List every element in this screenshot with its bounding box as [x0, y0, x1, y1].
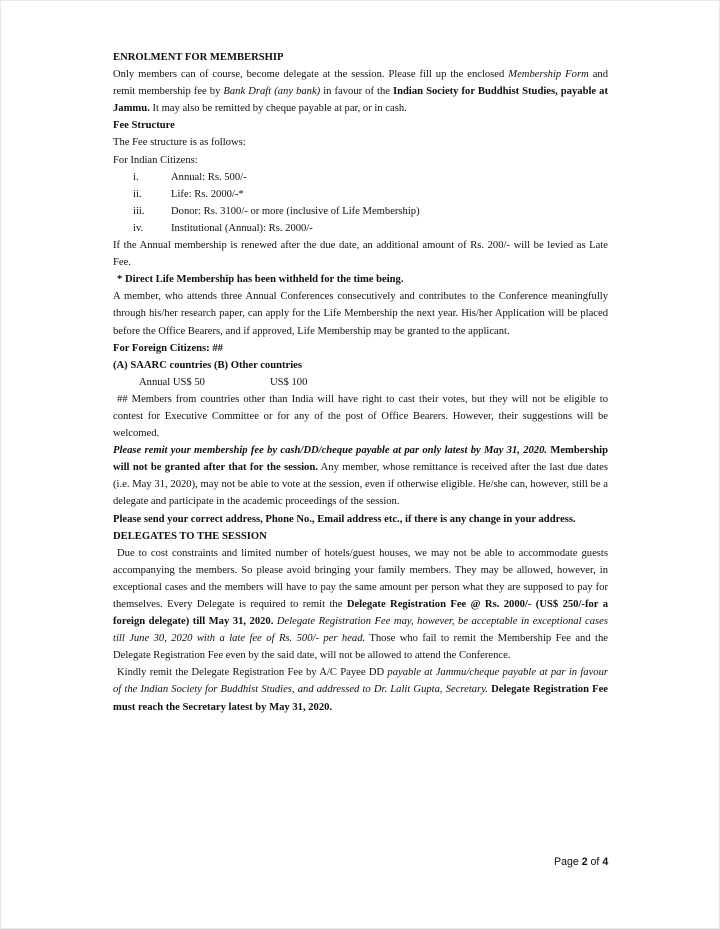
list-number: i. [133, 171, 139, 183]
heading-membership: ENROLMENT FOR MEMBERSHIP [113, 52, 284, 63]
remit-text-1: Please remit your membership fee by cash/DD/cheque payable at par only latest by May 31, 2020. [113, 445, 548, 457]
life-membership-note: * Direct Life Membership has been withheld for the time being. [117, 274, 404, 286]
heading-delegates: DELEGATES TO THE SESSION [113, 530, 267, 542]
foreign-note: ## Members from countries other than India will have right to cast their votes, but they will not be eligible to contest for Executive Committee or for any of the post of Office Bearers. However, their suggestions will be welcomed. [113, 393, 608, 440]
intro-text-1: Only members can of course, become delegate at the session. Please fill up the enclosed [113, 69, 509, 81]
list-number: iv. [133, 222, 144, 234]
life-membership-paragraph: A member, who attends three Annual Conferences consecutively and contributes to the Conference meaningfully through his/her research paper, can apply for the Life Membership the next year. His/her Application will be placed before the Office Bearers, and if approved, Life Membership may be granted to the applicant. [113, 291, 608, 337]
foreign-val-a: Annual US$ 50 [139, 376, 205, 388]
intro-text-2: Membership Form [508, 69, 589, 81]
foreign-values [113, 374, 608, 391]
intro-text-4: Bank Draft (any bank) [223, 86, 321, 98]
page-number [554, 856, 608, 868]
foreign-columns [113, 357, 608, 374]
delegates-text-1: Due to cost constraints and limited number of hotels/guest houses, we may not be able to accommodate guests accompanying the members. So please avoid bringing your family members. They may be allowed, however, in exceptional cases and the members will have to pay the same amount per person what they are supposed to pay for themselves. Every Delegate is required to remit the [113, 547, 608, 610]
list-number: ii. [133, 188, 142, 200]
remit-text-3: Any member, whose remittance is received after the last due dates (i.e. May 31, 2020), may not be able to vote at the session, even if otherwise eligible. He/she can, however, still be a delegate and participate in the academic proceedings of the session. [113, 462, 608, 508]
kindly-text-3: Delegate Registration Fee must reach the Secretary latest by May 31, 2020. [113, 684, 609, 713]
list-item [113, 169, 608, 186]
list-text: Annual: Rs. 500/- [171, 171, 247, 183]
list-item [113, 203, 608, 220]
remit-paragraph [113, 442, 608, 510]
foreign-label: For Foreign Citizens: ## [113, 342, 223, 354]
list-text: Life: Rs. 2000/-* [171, 188, 244, 200]
page-of: of [587, 856, 603, 868]
fee-intro: The Fee structure is as follows: [113, 137, 246, 149]
page-current: 2 [581, 856, 588, 868]
fee-heading: Fee Structure [113, 120, 175, 132]
intro-text-6: Indian Society for Buddhist Studies, payable at Jammu. [113, 86, 608, 115]
foreign-col-a: (A) SAARC countries [113, 359, 212, 371]
kindly-text-2: payable at Jammu/cheque payable at par in favour of the Indian Society for Buddhist Studies, and addressed to Dr. Lalit Gupta, Secretary. [113, 667, 608, 696]
foreign-col-b: (B) Other countries [213, 359, 303, 371]
kindly-text-1: Kindly remit the Delegate Registration Fee by A/C Payee DD [117, 667, 388, 679]
list-text: Institutional (Annual): Rs. 2000/- [171, 222, 313, 234]
intro-text-5: in favour of the [320, 86, 394, 98]
delegates-paragraph [113, 545, 608, 665]
intro-text-3: and remit membership fee by [113, 69, 608, 98]
intro-paragraph [113, 66, 608, 117]
delegates-text-3: Delegate Registration Fee may, however, be acceptable in exceptional cases till June 30, 2020 with a late fee of Rs. 500/- per head. [113, 616, 608, 645]
list-item [113, 220, 608, 237]
delegates-text-2: Delegate Registration Fee @ Rs. 2000/- (US$ 250/-for a foreign delegate) till May 31, 2020. [113, 599, 608, 628]
address-note: Please send your correct address, Phone No., Email address etc., if there is any change in your address. [113, 513, 576, 525]
foreign-val-b: US$ 100 [270, 376, 308, 388]
intro-text-7: It may also be remitted by cheque payable at par, or in cash. [149, 103, 407, 115]
indian-label: For Indian Citizens: [113, 154, 198, 166]
page-total: 4 [602, 856, 609, 868]
list-number: iii. [133, 205, 145, 217]
indian-fee-list [113, 169, 608, 237]
delegates-text-4: Those who fail to remit the Membership Fee and the Delegate Registration Fee even by the said date, will not be allowed to attend the Conference. [113, 633, 608, 662]
remit-text-2: Membership will not be granted after that for the session. [113, 445, 608, 474]
late-fee-paragraph: If the Annual membership is renewed after the due date, an additional amount of Rs. 200/- will be levied as Late Fee. [113, 240, 608, 269]
page-content [113, 49, 608, 716]
list-text: Donor: Rs. 3100/- or more (inclusive of Life Membership) [171, 205, 420, 217]
list-item [113, 186, 608, 203]
kindly-paragraph [113, 664, 608, 715]
page-word: Page [554, 856, 582, 868]
